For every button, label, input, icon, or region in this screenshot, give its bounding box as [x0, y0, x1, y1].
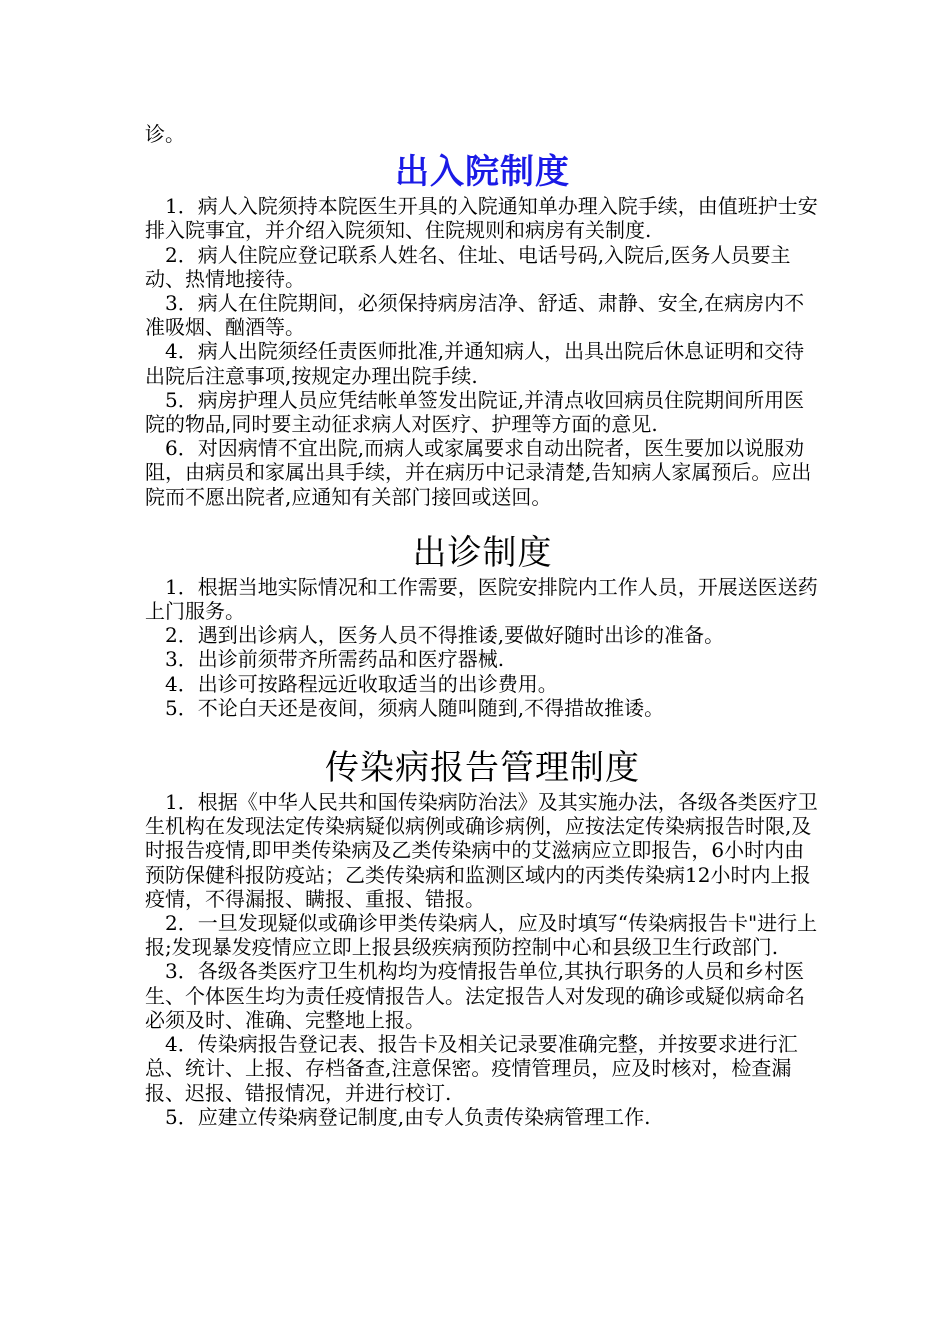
section-infectious-disease-report — [145, 746, 820, 1129]
section-spacer — [145, 720, 820, 746]
infectious-item-5: 5．应建立传染病登记制度,由专人负责传染病管理工作. — [165, 1104, 651, 1129]
admission-item-4: 4．病人出院须经任责医师批准,并通知病人，出具出院后休息证明和交待出院后注意事项,按规定办理出院手续. — [145, 339, 805, 388]
house-call-item-2: 2．遇到出诊病人，医务人员不得推诿,要做好随时出诊的准备。 — [165, 623, 725, 648]
section-admission-discharge — [145, 150, 820, 509]
section-title-admission-discharge: 出入院制度 — [395, 152, 570, 193]
admission-item-1: 1．病人入院须持本院医生开具的入院通知单办理入院手续，由值班护士安排入院事宜，并介绍入院须知、住院规则和病房有关制度. — [145, 194, 818, 243]
document-page — [145, 122, 820, 1129]
house-call-item-1: 1．根据当地实际情况和工作需要，医院安排院内工作人员，开展送医送药上门服务。 — [145, 574, 818, 624]
admission-item-6: 6．对因病情不宜出院,而病人或家属要求自动出院者，医生要加以说服劝阻，由病员和家属出具手续，并在病历中记录清楚,告知病人家属预后。应出院而不愿出院者,应通知有关部门接回或送回。 — [145, 436, 812, 509]
house-call-item-4: 4．出诊可按路程远近收取适当的出诊费用。 — [165, 671, 558, 696]
continued-text: 诊。 — [145, 122, 185, 146]
house-call-item-5: 5．不论白天还是夜间，须病人随叫随到,不得措故推诿。 — [165, 695, 665, 720]
section-title-house-call: 出诊制度 — [412, 532, 553, 573]
section-spacer — [145, 509, 820, 531]
infectious-item-2: 2．一旦发现疑似或确诊甲类传染病人，应及时填写“传染病报告卡"进行上报;发现暴发疫情应立即上报县级疾病预防控制中心和县级卫生行政部门. — [145, 911, 818, 960]
admission-item-3: 3．病人在住院期间，必须保持病房洁净、舒适、肃静、安全,在病房内不准吸烟、酗酒等。 — [145, 291, 805, 340]
section-house-call — [145, 531, 820, 720]
infectious-item-1: 1．根据《中华人民共和国传染病防治法》及其实施办法，各级各类医疗卫生机构在发现法定传染病疑似病例或确诊病例，应按法定传染病报告时限,及时报告疫情,即甲类传染病及乙类传染病中的艾滋病应立即报告，6小时内由预防保健科报防疫站；乙类传染病和监测区域内的丙类传染病12小时内上报疫情，不得漏报、瞒报、重报、错报。 — [145, 790, 818, 911]
admission-item-5: 5．病房护理人员应凭结帐单签发出院证,并清点收回病员住院期间所用医院的物品,同时要主动征求病人对医疗、护理等方面的意见. — [145, 387, 805, 437]
section-title-infectious-disease-report: 传染病报告管理制度 — [325, 748, 640, 789]
infectious-item-3: 3．各级各类医疗卫生机构均为疫情报告单位,其执行职务的人员和乡村医生、个体医生均为责任疫情报告人。法定报告人对发现的确诊或疑似病命名必须及时、准确、完整地上报。 — [145, 959, 805, 1032]
infectious-item-4: 4．传染病报告登记表、报告卡及相关记录要准确完整，并按要求进行汇总、统计、上报、存档备查,注意保密。疫情管理员，应及时核对，检查漏报、迟报、错报情况，并进行校订. — [145, 1032, 798, 1105]
house-call-item-3: 3．出诊前须带齐所需药品和医疗器械. — [165, 647, 505, 672]
admission-item-2: 2．病人住院应登记联系人姓名、住址、电话号码,入院后,医务人员要主动、热情地接待。 — [145, 242, 791, 291]
